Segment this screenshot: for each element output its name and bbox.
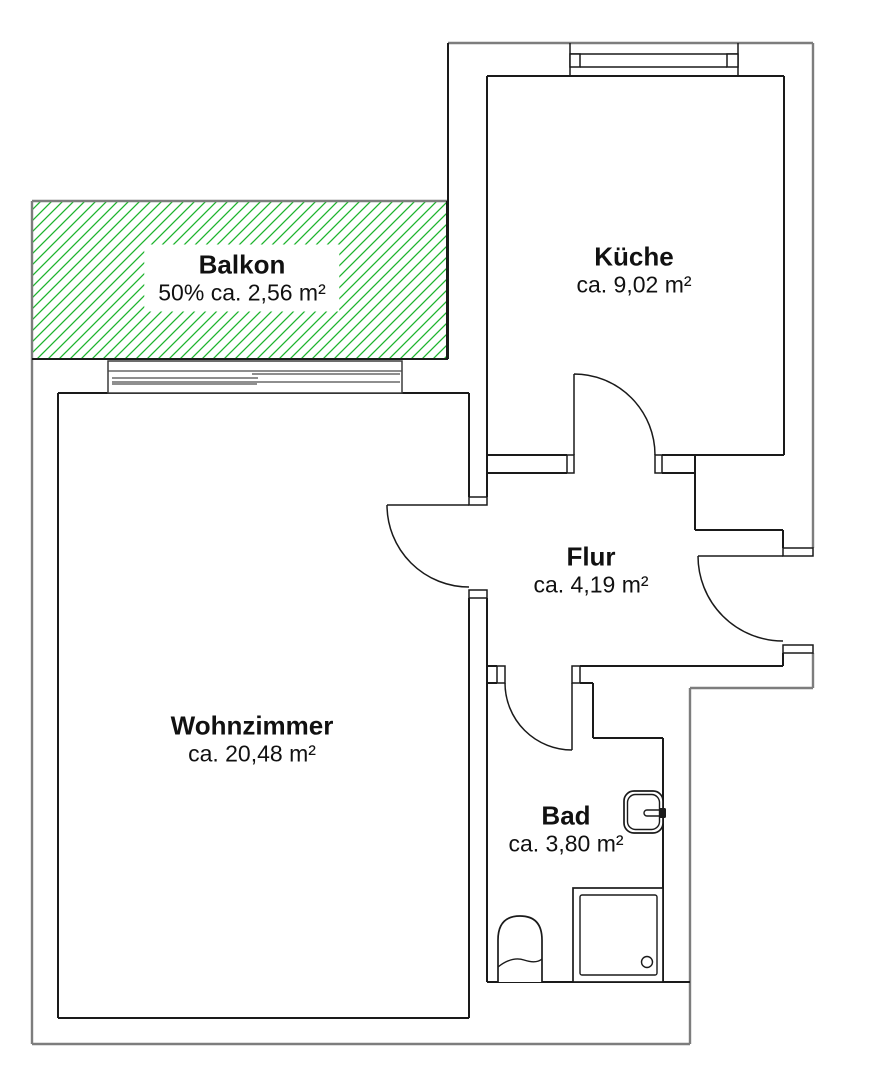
living-room-door bbox=[387, 505, 469, 587]
room-area: ca. 4,19 m² bbox=[533, 571, 649, 598]
room-name: Bad bbox=[541, 800, 591, 831]
kitchen-window bbox=[570, 43, 738, 76]
sink bbox=[624, 791, 666, 833]
outer-walls bbox=[32, 43, 813, 1044]
room-name: Flur bbox=[566, 541, 616, 572]
room-area: ca. 3,80 m² bbox=[508, 830, 624, 857]
bathroom-door bbox=[505, 683, 572, 750]
room-label-flur bbox=[533, 542, 648, 599]
room-name: Wohnzimmer bbox=[170, 710, 334, 741]
room-area: ca. 20,48 m² bbox=[188, 740, 316, 767]
room-label-balkon bbox=[144, 245, 339, 312]
room-area: ca. 9,02 m² bbox=[576, 271, 692, 298]
room-label-bad bbox=[508, 801, 623, 858]
entrance-door bbox=[698, 556, 783, 641]
room-area: 50% ca. 2,56 m² bbox=[158, 279, 326, 306]
kitchen-door bbox=[574, 374, 655, 455]
room-label-wohnzimmer bbox=[171, 711, 334, 768]
room-name: Balkon bbox=[198, 249, 286, 280]
toilet bbox=[498, 916, 542, 982]
inner-walls bbox=[32, 43, 784, 1018]
room-name: Küche bbox=[594, 241, 674, 272]
balcony-sliding-door bbox=[108, 361, 402, 393]
faucet-icon bbox=[659, 808, 666, 818]
shower bbox=[573, 888, 663, 982]
room-label-kueche bbox=[576, 242, 691, 299]
